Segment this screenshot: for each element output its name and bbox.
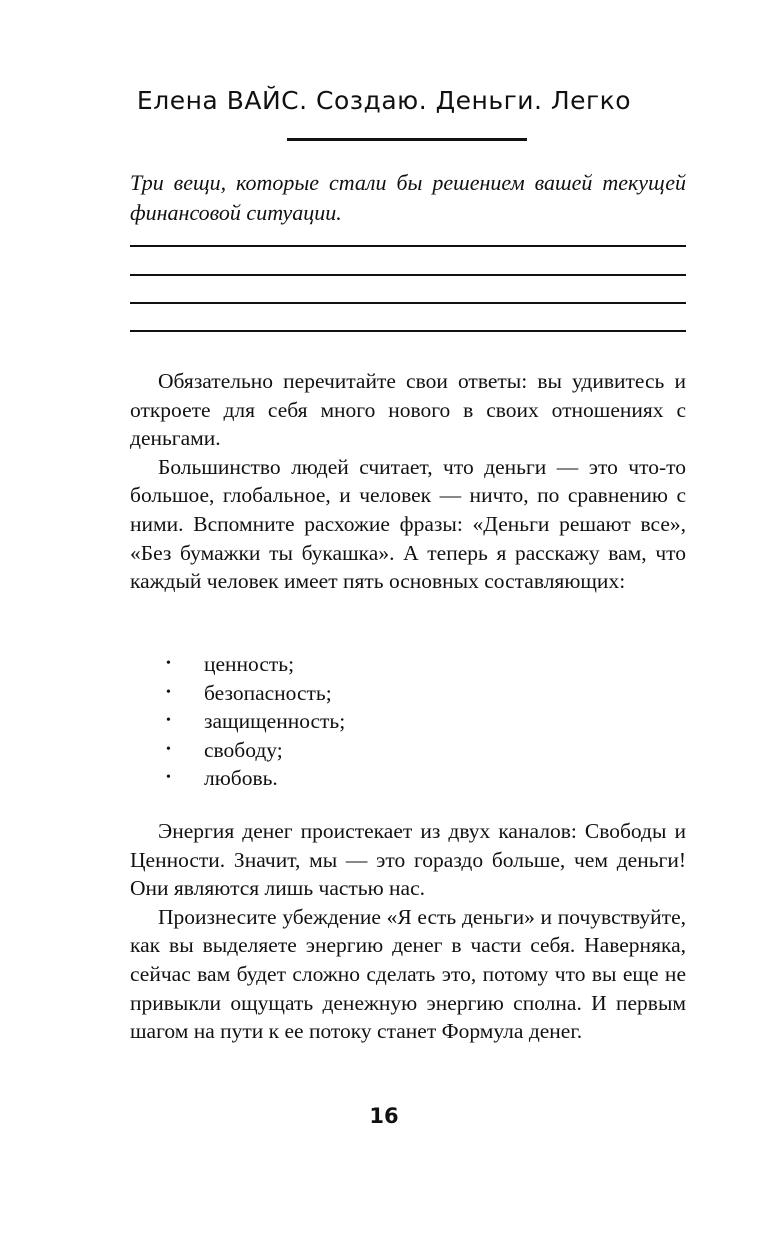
exercise-prompt: Три вещи, которые стали бы решением вашей текущей финансовой ситуации. (130, 170, 686, 225)
body-text-block-2 (130, 817, 686, 1046)
list-item-text: любовь. (204, 766, 278, 791)
paragraph: Энергия денег проистекает из двух каналов: Свободы и Ценности. Значит, мы — это гораздо больше, чем деньги! Они являются лишь частью нас. (130, 819, 686, 901)
list-item (160, 650, 345, 679)
running-title: Елена ВАЙС. Создаю. Деньги. Легко (136, 86, 632, 115)
bullet-marker: • (166, 713, 171, 729)
list-item-text: ценность; (204, 652, 295, 676)
body-text-block-1 (130, 367, 686, 596)
bullet-marker: • (166, 656, 171, 671)
header-rule (287, 138, 527, 141)
paragraph: Произнесите убеждение «Я есть деньги» и почувствуйте, как вы выделяете энергию денег в части себя. Наверняка, сейчас вам будет сложно сделать это, потому что вы еще не привыкли ощущать денежную энергию сполна. И первым шагом на пути к ее потоку станет Формула денег. (130, 904, 686, 1044)
bullet-marker: • (166, 684, 171, 700)
bullet-marker: • (166, 741, 171, 757)
list-item (160, 736, 345, 765)
list-item-text: безопасность; (204, 680, 332, 705)
list-item (160, 707, 345, 736)
list-item-text: защищенность; (204, 709, 346, 734)
answer-line (130, 245, 686, 247)
answer-line (130, 330, 686, 332)
list-item (160, 679, 345, 708)
list-item (160, 764, 345, 793)
answer-line (130, 274, 686, 276)
page-number: 16 (369, 1104, 399, 1128)
answer-line (130, 302, 686, 304)
paragraph: Обязательно перечитайте свои ответы: вы удивитесь и откроете для себя много нового в своих отношениях с деньгами. (130, 369, 686, 451)
bullet-list (160, 650, 345, 793)
list-item-text: свободу; (204, 737, 283, 762)
bullet-marker: • (166, 770, 171, 786)
paragraph: Большинство людей считает, что деньги — это что-то большое, глобальное, и человек — ничто, по сравнению с ними. Вспомните расхожие фразы: «Деньги решают все», «Без бумажки ты букашка». А теперь я расскажу вам, что каждый человек имеет пять основных составляющих: (130, 454, 686, 594)
